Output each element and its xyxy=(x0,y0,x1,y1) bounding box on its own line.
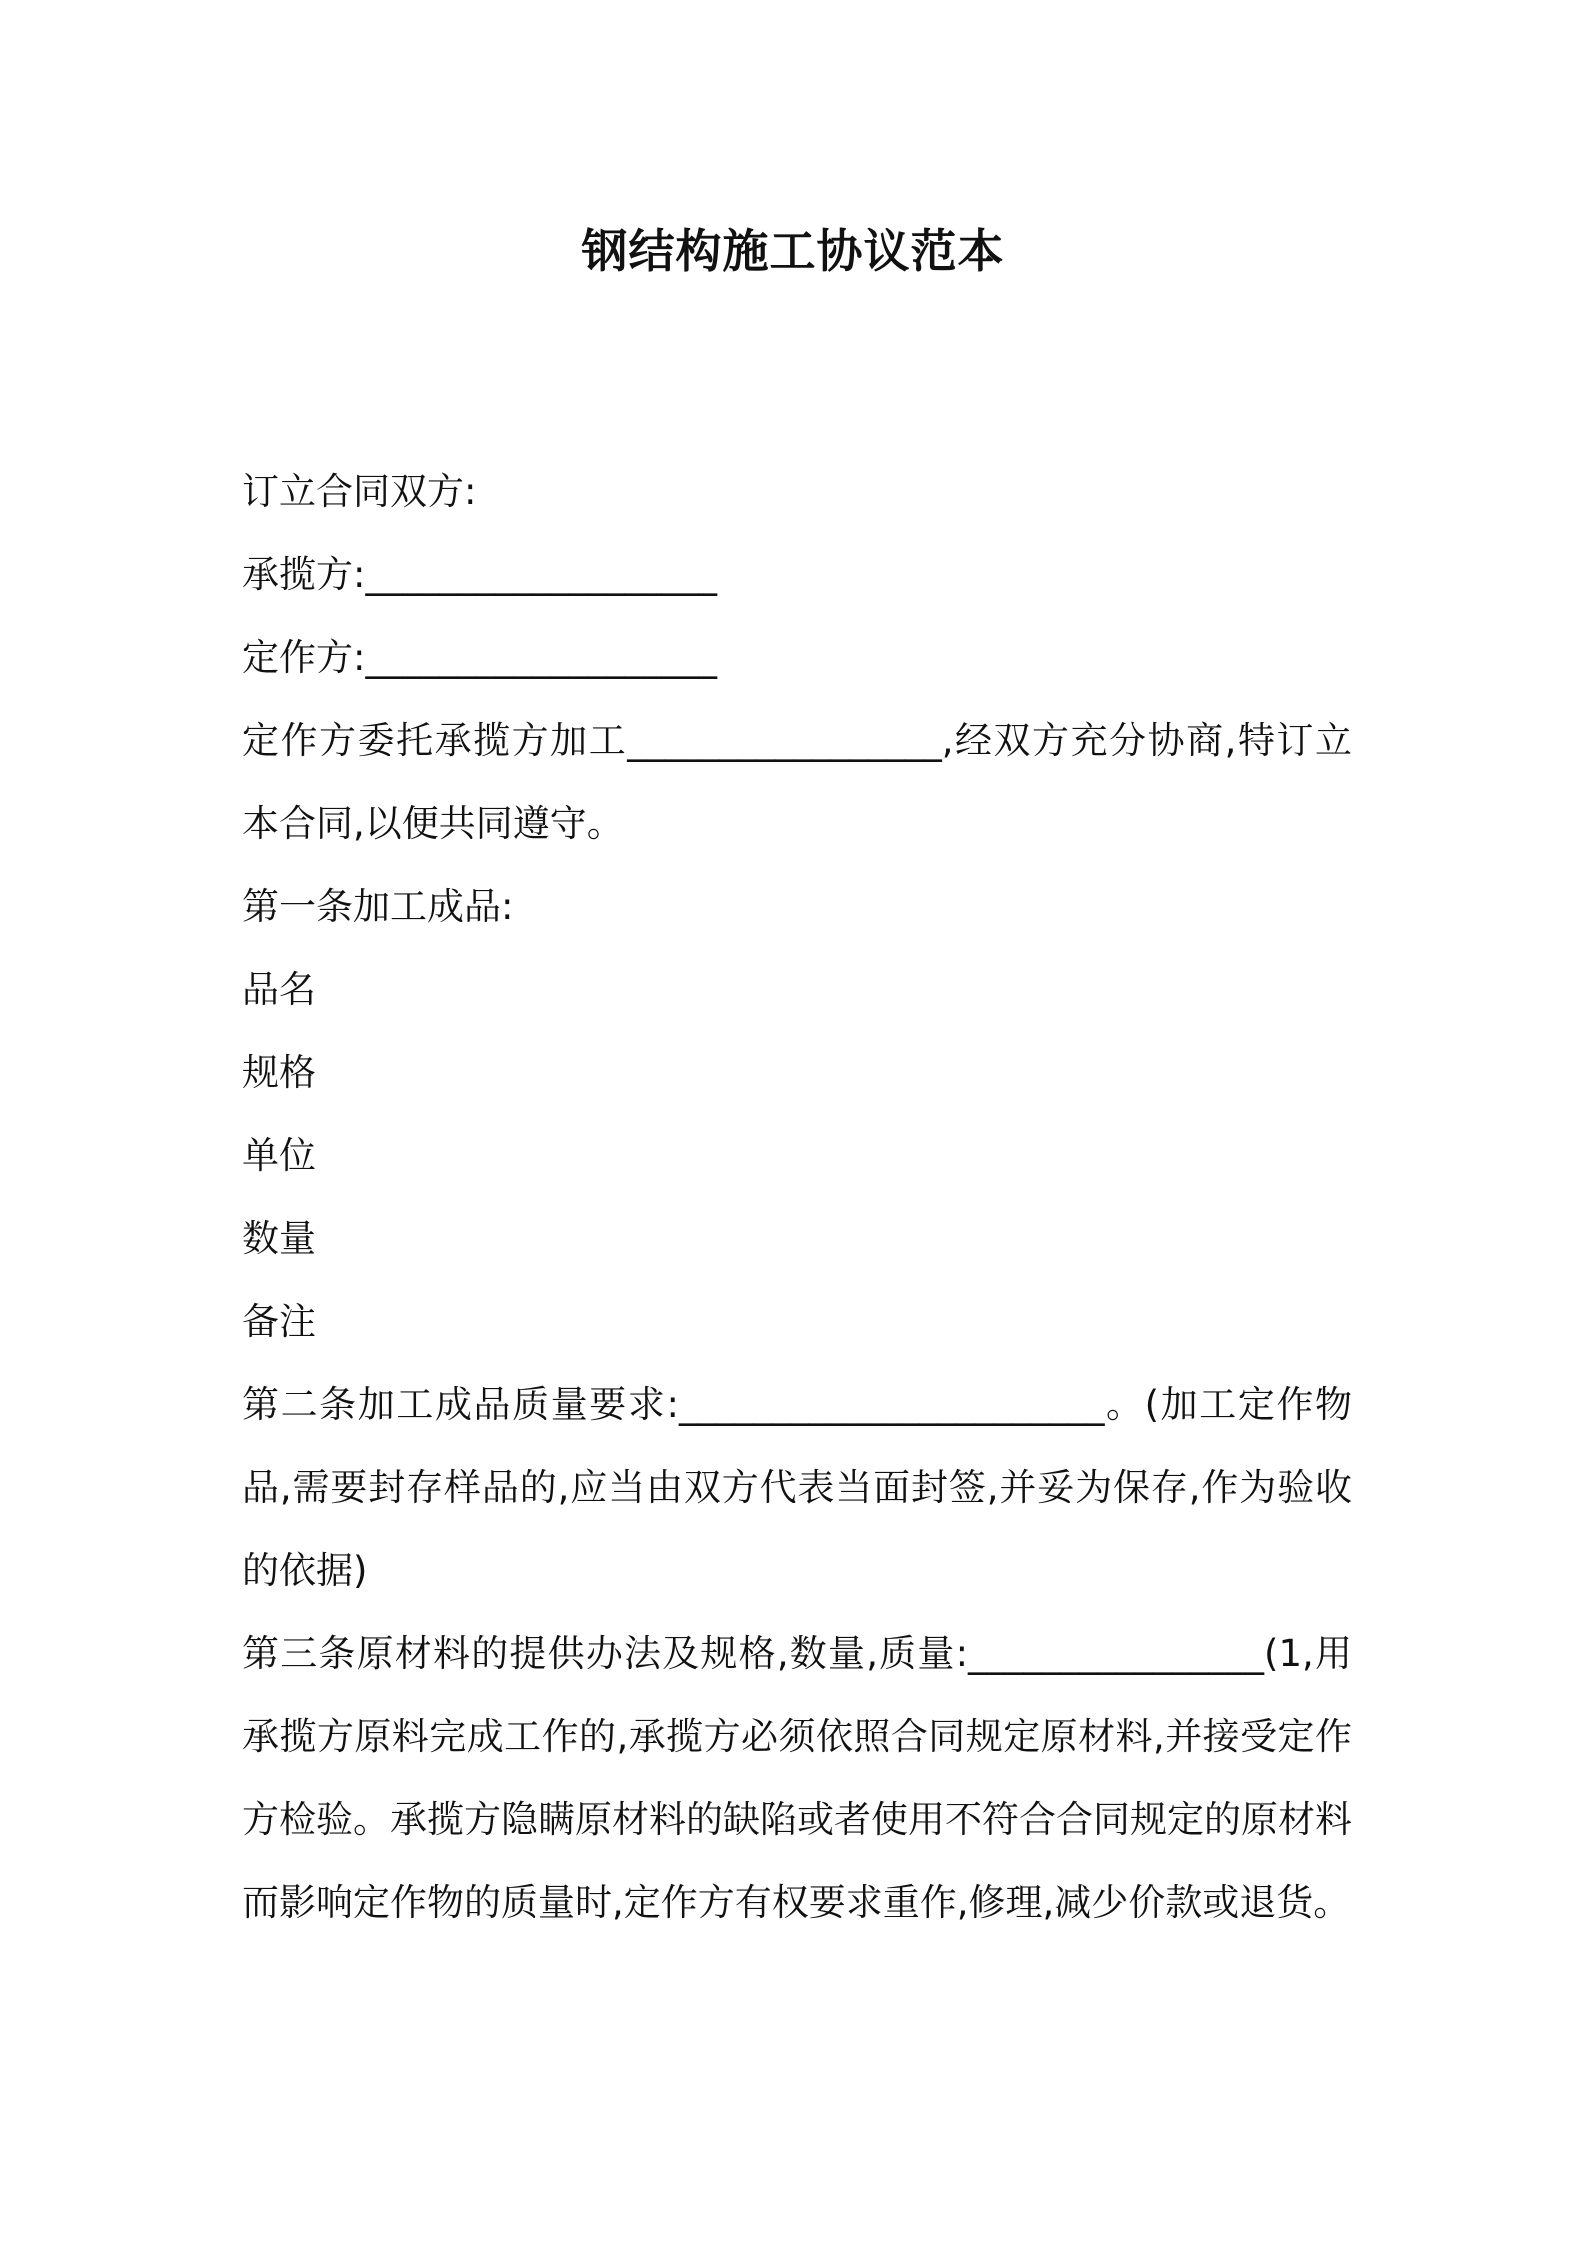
article-1-item-name: 品名 xyxy=(242,968,316,1011)
contractor-line: 承揽方:___________________ xyxy=(242,553,717,596)
parties-heading: 订立合同双方: xyxy=(242,470,477,513)
document-body xyxy=(242,450,1352,1944)
client-line: 定作方:___________________ xyxy=(242,636,717,679)
article-1-heading: 第一条加工成品: xyxy=(242,885,514,928)
article-1-item-remarks: 备注 xyxy=(242,1300,316,1343)
document-title: 钢结构施工协议范本 xyxy=(581,224,1005,278)
article-1-item-quantity: 数量 xyxy=(242,1217,316,1260)
article-1-item-spec: 规格 xyxy=(242,1051,316,1094)
entrust-paragraph: 定作方委托承揽方加工_________________,经双方充分协商,特订立本合同,以便共同遵守。 xyxy=(242,719,1352,845)
article-1-item-unit: 单位 xyxy=(242,1134,316,1177)
article-2-paragraph: 第二条加工成品质量要求:_______________________。(加工定作物品,需要封存样品的,应当由双方代表当面封签,并妥为保存,作为验收的依据) xyxy=(242,1383,1352,1592)
article-3-paragraph: 第三条原材料的提供办法及规格,数量,质量:________________(1,用承揽方原料完成工作的,承揽方必须依照合同规定原材料,并接受定作方检验。承揽方隐瞒原材料的缺陷或者使用不符合合同规定的原材料而影响定作物的质量时,定作方有权要求重作,修理,减少价款或退货。 xyxy=(242,1632,1352,1924)
